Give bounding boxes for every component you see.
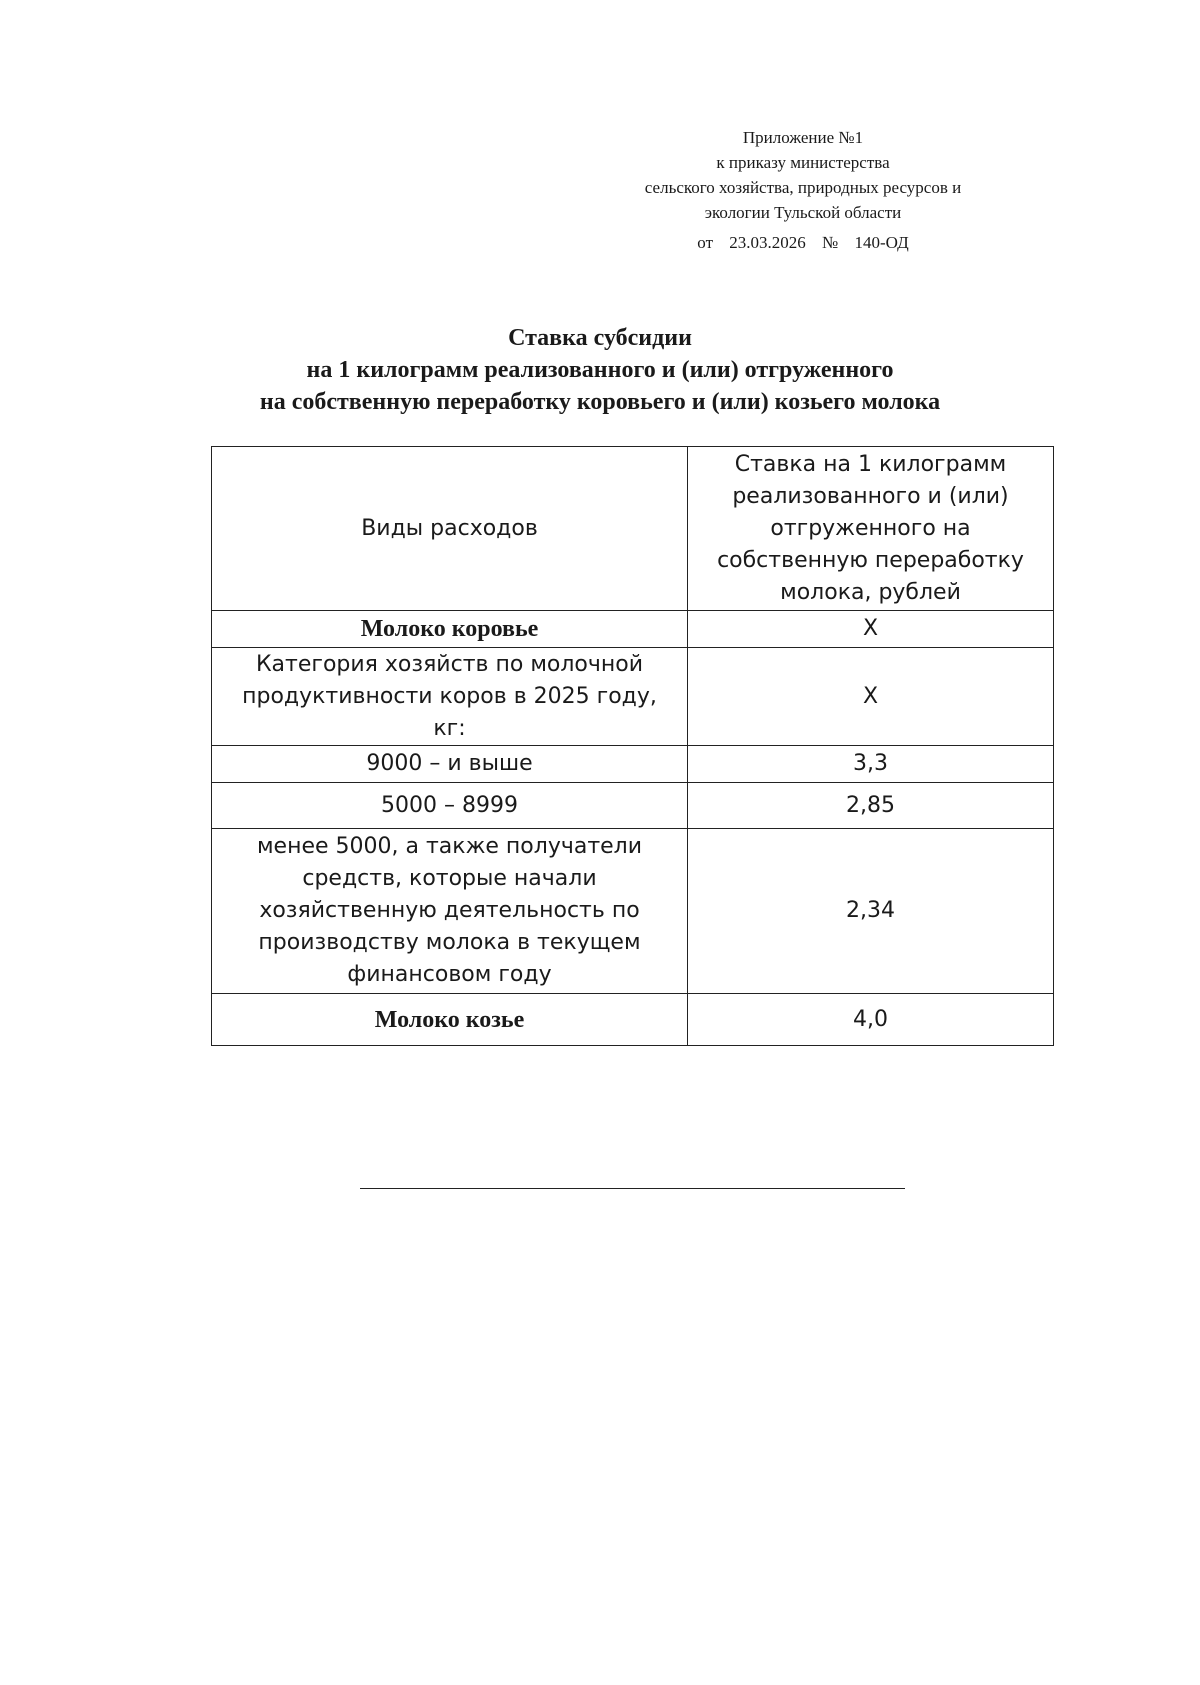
row-label: 9000 – и выше bbox=[212, 746, 688, 783]
subsidy-rates-table bbox=[211, 446, 1054, 1046]
title-line-1: Ставка субсидии bbox=[508, 325, 692, 351]
appendix-ministry-line1: сельского хозяйства, природных ресурсов и bbox=[644, 178, 962, 197]
row-label: Молоко козье bbox=[212, 994, 688, 1046]
document-title bbox=[150, 322, 1050, 418]
title-line-2: на 1 килограмм реализованного и (или) отгруженного bbox=[306, 357, 894, 383]
title-line-3: на собственную переработку коровьего и (или) козьего молока bbox=[259, 389, 941, 415]
header-rate: Ставка на 1 килограмм реализованного и (или) отгруженного на собственную переработку молока, рублей bbox=[688, 447, 1054, 611]
row-value: 2,85 bbox=[688, 783, 1054, 829]
row-label: менее 5000, а также получатели средств, которые начали хозяйственную деятельность по производству молока в текущем финансовом году bbox=[212, 829, 688, 994]
row-label: 5000 – 8999 bbox=[212, 783, 688, 829]
order-date: 23.03.2026 bbox=[729, 233, 806, 252]
table-header-row bbox=[212, 447, 1054, 611]
row-value: 2,34 bbox=[688, 829, 1054, 994]
row-value: Х bbox=[688, 611, 1054, 648]
appendix-header bbox=[608, 125, 998, 255]
order-date-number bbox=[608, 230, 998, 255]
table-row bbox=[212, 648, 1054, 746]
header-expense-types: Виды расходов bbox=[212, 447, 688, 611]
table-row bbox=[212, 829, 1054, 994]
appendix-ministry-line2: экологии Тульской области bbox=[704, 203, 902, 222]
row-label: Категория хозяйств по молочной продуктивности коров в 2025 году, кг: bbox=[212, 648, 688, 746]
order-number: 140-ОД bbox=[854, 233, 909, 252]
appendix-order-ref: к приказу министерства bbox=[716, 153, 890, 172]
date-prefix: от bbox=[697, 233, 714, 252]
row-value: 4,0 bbox=[688, 994, 1054, 1046]
closing-rule bbox=[360, 1188, 905, 1189]
table-row bbox=[212, 783, 1054, 829]
row-value: Х bbox=[688, 648, 1054, 746]
table-row bbox=[212, 994, 1054, 1046]
row-label: Молоко коровье bbox=[212, 611, 688, 648]
appendix-number: Приложение №1 bbox=[742, 128, 864, 147]
number-sign: № bbox=[822, 233, 839, 252]
table-row bbox=[212, 746, 1054, 783]
row-value: 3,3 bbox=[688, 746, 1054, 783]
table-row bbox=[212, 611, 1054, 648]
